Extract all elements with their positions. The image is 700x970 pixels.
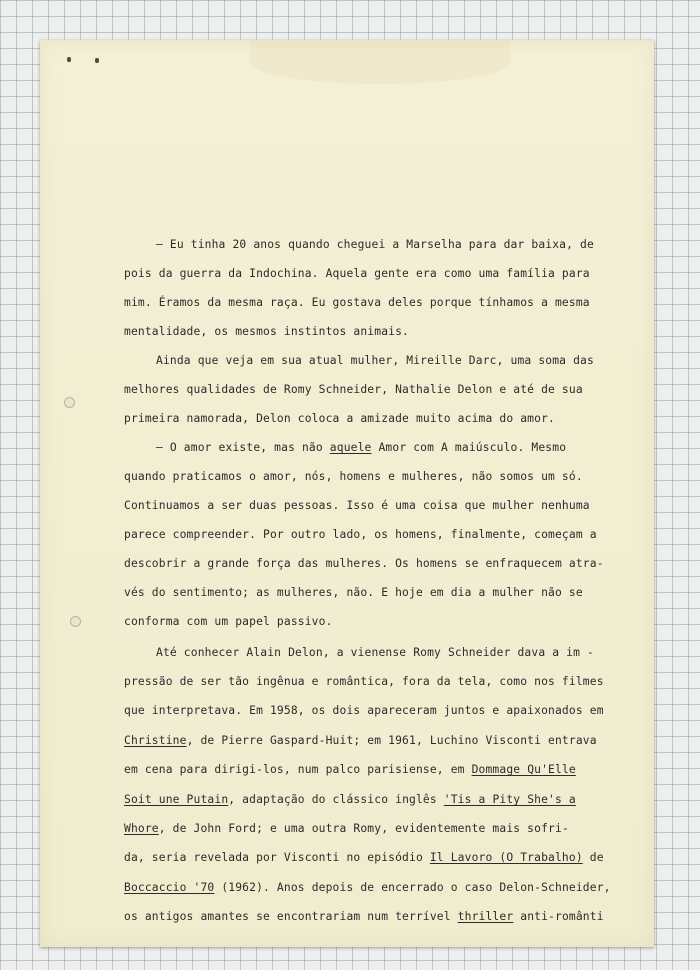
text-line: Até conhecer Alain Delon, a vienense Romy Schneider dava a im - [156, 646, 594, 659]
pin-mark [67, 57, 71, 62]
text-line: Continuamos a ser duas pessoas. Isso é uma coisa que mulher nenhuma [124, 499, 590, 512]
play-title: Soit une Putain [124, 793, 229, 806]
text-line: Boccaccio '70 (1962). Anos depois de encerrado o caso Delon-Schneider, [124, 881, 611, 894]
underlined-word: aquele [329, 441, 372, 454]
film-title: Christine [124, 734, 187, 747]
text-line: que interpretava. Em 1958, os dois apareceram juntos e apaixonados em [124, 704, 604, 717]
text-line: melhores qualidades de Romy Schneider, Nathalie Delon e até de sua [124, 383, 583, 396]
text-line: vés do sentimento; as mulheres, não. E hoje em dia a mulher não se [124, 586, 583, 599]
pin-mark [95, 58, 99, 63]
text-line: mentalidade, os mesmos instintos animais. [124, 325, 410, 338]
text-line: Christine, de Pierre Gaspard-Huit; em 1961, Luchino Visconti entrava [124, 734, 597, 747]
play-title: 'Tis a Pity She's a [443, 793, 576, 806]
text-line: Ainda que veja em sua atual mulher, Mireille Darc, uma soma das [156, 354, 594, 367]
text-line: primeira namorada, Delon coloca a amizade muito acima do amor. [124, 412, 555, 425]
text-line: — Eu tinha 20 anos quando cheguei a Marselha para dar baixa, de [156, 238, 594, 251]
text-line: quando praticamos o amor, nós, homens e mulheres, não somos um só. [124, 470, 583, 483]
text-line: parece compreender. Por outro lado, os homens, finalmente, começam a [124, 528, 597, 541]
film-title: Boccaccio '70 [124, 881, 215, 894]
text-line: — O amor existe, mas não aquele Amor com A maiúsculo. Mesmo [156, 441, 567, 454]
text-line: conforma com um papel passivo. [124, 615, 333, 628]
text-line: em cena para dirigi-los, num palco parisiense, em Dommage Qu'Elle [124, 763, 576, 776]
text-line: os antigos amantes se encontrariam num terrível thriller anti-românti [124, 910, 604, 923]
text-line: pressão de ser tão ingênua e romântica, fora da tela, como nos filmes [124, 675, 604, 688]
typewritten-page [40, 40, 654, 947]
text-line: Whore, de John Ford; e uma outra Romy, evidentemente mais sofri- [124, 822, 569, 835]
underlined-word: thriller [457, 910, 514, 923]
text-line: mim. Éramos da mesma raça. Eu gostava deles porque tínhamos a mesma [124, 296, 590, 309]
film-title: Il Lavoro (O Trabalho) [429, 851, 583, 864]
water-stain [250, 40, 510, 84]
play-title: Whore [124, 822, 159, 835]
text-line: descobrir a grande força das mulheres. Os homens se enfraquecem atra- [124, 557, 604, 570]
text-line: da, seria revelada por Visconti no episódio Il Lavoro (O Trabalho) de [124, 851, 604, 864]
punch-hole [64, 397, 75, 408]
punch-hole [70, 616, 81, 627]
text-line: Soit une Putain, adaptação do clássico inglês 'Tis a Pity She's a [124, 793, 576, 806]
play-title: Dommage Qu'Elle [471, 763, 576, 776]
text-line: pois da guerra da Indochina. Aquela gente era como uma família para [124, 267, 590, 280]
